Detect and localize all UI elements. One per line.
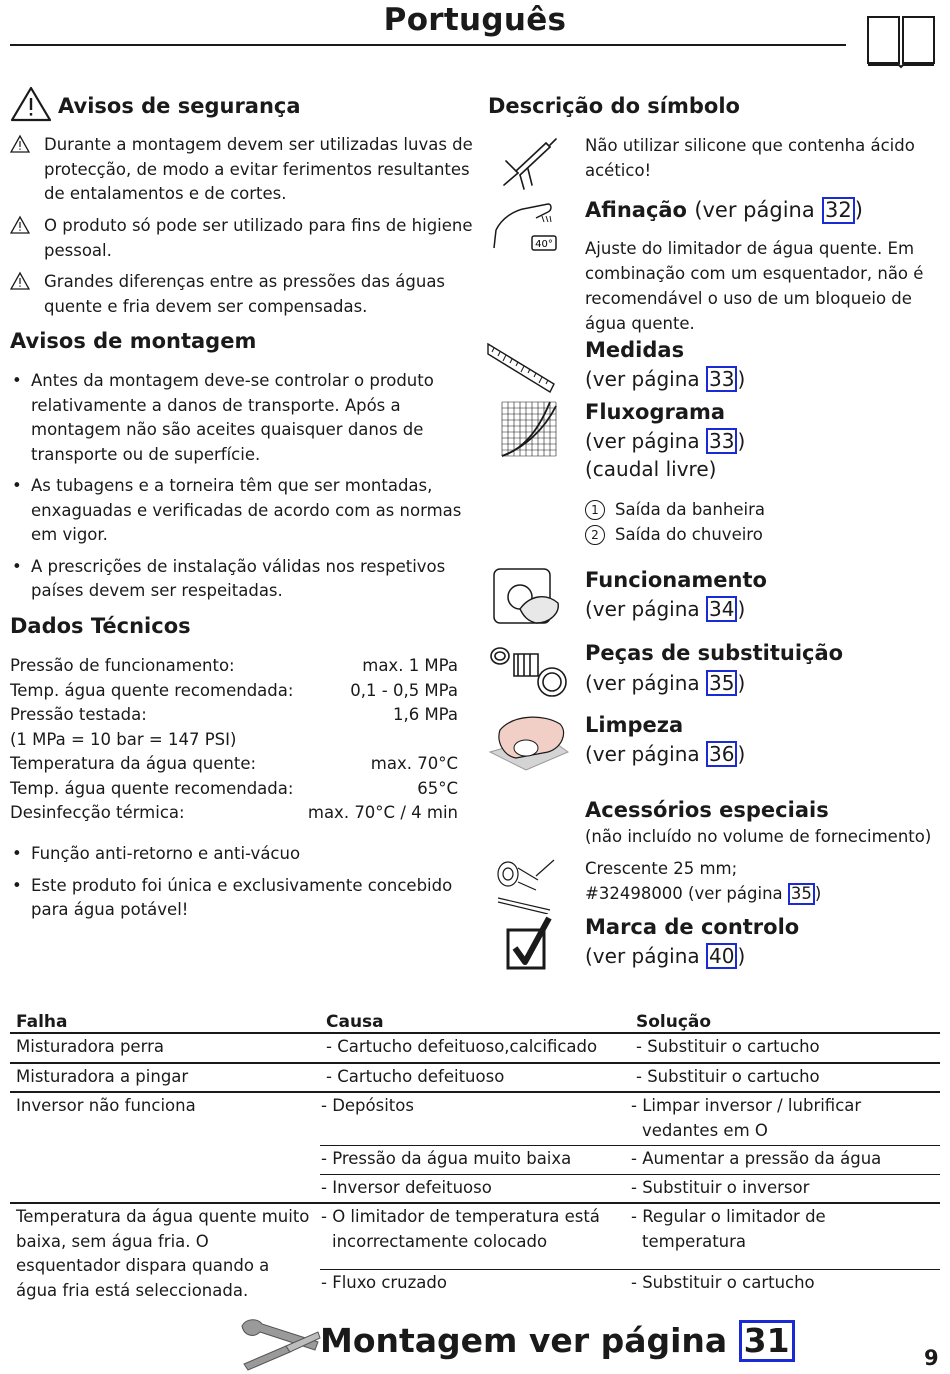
- table-header-row: [10, 1009, 940, 1033]
- close-paren: ): [737, 597, 746, 621]
- spec-row: [10, 703, 458, 728]
- spec-value: 1,6 MPa: [392, 705, 458, 724]
- funcionamento-ref: [585, 596, 745, 622]
- spec-row: [10, 679, 458, 704]
- page-number: 9: [924, 1346, 939, 1370]
- limpeza-title: Limpeza: [585, 713, 684, 737]
- solution-cell: - Substituir o inversor: [630, 1174, 940, 1203]
- spec-label: Desinfecção térmica:: [10, 803, 185, 822]
- column-header: Solução: [630, 1009, 940, 1033]
- outlet-list: [585, 497, 930, 547]
- assembly-heading: Avisos de montagem: [10, 329, 257, 353]
- page-ref-link[interactable]: 40: [706, 943, 737, 969]
- afinacao-label: Afinação: [585, 198, 687, 222]
- checkmark-icon: [505, 916, 553, 972]
- cleaning-cloth-icon: [486, 712, 574, 774]
- cause-cell: - Pressão da água muito baixa: [320, 1146, 630, 1175]
- spare-parts-icon: [488, 640, 572, 698]
- list-item: • As tubagens e a torneira têm que ser montadas, enxaguadas e verificadas de acordo com as normas em vigor.: [10, 474, 465, 548]
- close-paren: ): [737, 944, 746, 968]
- close-paren: ): [737, 742, 746, 766]
- spec-row: [10, 777, 458, 802]
- fault-cell: Inversor não funciona: [10, 1092, 320, 1203]
- cause-cell: - Cartucho defeituoso,calcificado: [320, 1033, 630, 1063]
- fluxograma-ref: [585, 428, 745, 454]
- table-row: [10, 1063, 940, 1093]
- see-page-text: (ver página: [585, 742, 700, 766]
- table-row: [10, 1033, 940, 1063]
- fault-cell: Temperatura da água quente muito baixa, sem água fria. O esquentador dispara quando a água fria está seleccionada.: [16, 1207, 310, 1300]
- cause-cell: - Inversor defeituoso: [320, 1174, 630, 1203]
- wrench-screwdriver-icon: [238, 1316, 322, 1372]
- see-page-text: (ver página: [585, 944, 700, 968]
- assembly-list: [10, 369, 465, 611]
- acessorios-line1: Crescente 25 mm;: [585, 859, 738, 878]
- list-item: [585, 522, 930, 547]
- close-paren: ): [737, 671, 746, 695]
- column-header: Causa: [320, 1009, 630, 1033]
- limpeza-ref: [585, 741, 745, 767]
- acessorios-ref-text: #32498000 (ver página: [585, 884, 783, 903]
- page-ref-link[interactable]: 33: [706, 366, 737, 392]
- solution-cell: - Substituir o cartucho: [630, 1063, 940, 1093]
- medidas-title: Medidas: [585, 338, 685, 362]
- footer-text: Montagem ver página: [320, 1321, 728, 1360]
- flow-chart-icon: [500, 400, 558, 458]
- close-paren: ): [737, 429, 746, 453]
- fault-cell: Misturadora a pingar: [10, 1063, 320, 1093]
- list-item: • A prescrições de instalação válidas nos respetivos países devem ser respeitadas.: [10, 555, 465, 604]
- silicone-text: Não utilizar silicone que contenha ácido acético!: [585, 136, 915, 180]
- afinacao-title: [585, 197, 863, 224]
- cause-cell: - Cartucho defeituoso: [320, 1063, 630, 1093]
- see-page-text: (ver página: [585, 671, 700, 695]
- table-row: [10, 1092, 940, 1146]
- silicone-gun-icon: [498, 133, 560, 193]
- outlet-number: 2: [585, 525, 605, 545]
- page-title: Português: [383, 2, 567, 38]
- table-row: [10, 1203, 940, 1270]
- outlet-label: Saída da banheira: [615, 500, 765, 519]
- fluxograma-title: Fluxograma: [585, 400, 726, 424]
- spec-row: [10, 801, 458, 826]
- tech-bullets: [10, 842, 465, 930]
- safety-item-text: Durante a montagem devem ser utilizadas luvas de protecção, de modo a evitar ferimentos resultantes de entalamentos e de cortes.: [44, 135, 473, 203]
- page-ref-link[interactable]: 35: [788, 883, 815, 905]
- spec-value: max. 1 MPa: [362, 656, 458, 675]
- tech-heading: Dados Técnicos: [10, 614, 191, 638]
- operation-hand-icon: [490, 565, 562, 627]
- spec-value: 0,1 - 0,5 MPa: [350, 680, 458, 700]
- see-page-text: (ver página: [585, 597, 700, 621]
- medidas-ref: [585, 366, 745, 392]
- cause-cell: - O limitador de temperatura está incorrectamente colocado: [320, 1203, 630, 1270]
- warning-icon: [10, 271, 30, 291]
- see-page-text: (ver página: [585, 429, 700, 453]
- spec-label: Temperatura da água quente:: [10, 754, 257, 773]
- solution-cell: - Substituir o cartucho: [631, 1273, 815, 1293]
- page-ref-link[interactable]: 36: [706, 741, 737, 767]
- spec-value: max. 70°C: [370, 754, 458, 773]
- solution-cell: - Regular o limitador de temperatura: [630, 1203, 940, 1270]
- fault-cell: Misturadora perra: [10, 1033, 320, 1063]
- page-ref-link[interactable]: 32: [822, 197, 855, 224]
- list-item: • Antes da montagem deve-se controlar o produto relativamente a danos de transporte. Após a montagem não são aceites quaisquer danos de transporte ou de superfície.: [10, 369, 465, 467]
- afinacao-text: Ajuste do limitador de água quente. Em combinação com um esquentador, não é recomendável o uso de um bloqueio de água quente.: [585, 239, 924, 333]
- cause-cell: - Fluxo cruzado: [321, 1273, 447, 1293]
- list-item: [585, 497, 930, 522]
- acessorios-line2: [585, 881, 930, 906]
- spec-value: 65°C: [417, 778, 458, 798]
- spec-label: Pressão de funcionamento:: [10, 656, 235, 675]
- fault-table: [10, 1009, 940, 1305]
- safety-item-text: O produto só pode ser utilizado para fins de higiene pessoal.: [44, 216, 473, 260]
- acessorios-title: Acessórios especiais: [585, 798, 829, 822]
- list-item: • Este produto foi única e exclusivamente concebido para água potável!: [10, 874, 465, 923]
- page-ref-link[interactable]: 35: [706, 670, 737, 696]
- fluxograma-note: (caudal livre): [585, 457, 717, 481]
- close-paren: ): [854, 198, 863, 222]
- see-page-text: (ver página: [585, 367, 700, 391]
- ruler-icon: [486, 340, 556, 398]
- acessorios-subtitle: (não incluído no volume de fornecimento): [585, 827, 932, 846]
- spec-row: [10, 654, 458, 679]
- see-page-text: (ver página: [694, 198, 815, 222]
- spec-row: [10, 728, 458, 753]
- book-icon: [866, 13, 936, 69]
- warning-icon: [10, 86, 52, 122]
- spec-label: Pressão testada:: [10, 705, 147, 724]
- outlet-label: Saída do chuveiro: [615, 525, 763, 544]
- marca-title: Marca de controlo: [585, 915, 800, 939]
- column-header: Falha: [10, 1009, 320, 1033]
- safety-item-text: Grandes diferenças entre as pressões das águas quente e fria devem ser compensadas.: [44, 272, 446, 316]
- pecas-ref: [585, 670, 745, 696]
- spec-label: Temp. água quente recomendada:: [10, 680, 294, 700]
- spec-label: Temp. água quente recomendada:: [10, 778, 294, 798]
- cause-cell: - Depósitos: [320, 1092, 630, 1146]
- thermostat-adjust-icon: [492, 196, 562, 256]
- safety-heading: Avisos de segurança: [58, 94, 301, 118]
- accessory-icon: [492, 852, 558, 914]
- footer-assembly-ref: [320, 1320, 795, 1362]
- warning-icon: [10, 134, 30, 154]
- acessorios-desc: [585, 856, 930, 906]
- page-ref-link[interactable]: 34: [706, 596, 737, 622]
- close-paren: ): [737, 367, 746, 391]
- solution-cell: - Substituir o cartucho: [630, 1033, 940, 1063]
- outlet-number: 1: [585, 500, 605, 520]
- warning-icon: [10, 215, 30, 235]
- tech-specs: [10, 654, 458, 826]
- funcionamento-title: Funcionamento: [585, 568, 767, 592]
- marca-ref: [585, 943, 745, 969]
- spec-row: [10, 752, 458, 777]
- page-ref-link[interactable]: 31: [739, 1320, 795, 1362]
- title-rule: [10, 44, 846, 46]
- list-item: • Função anti-retorno e anti-vácuo: [10, 842, 465, 867]
- page-ref-link[interactable]: 33: [706, 428, 737, 454]
- spec-value: max. 70°C / 4 min: [307, 803, 458, 822]
- pecas-title: Peças de substituição: [585, 641, 844, 665]
- spec-label: (1 MPa = 10 bar = 147 PSI): [10, 729, 237, 749]
- solution-cell: - Aumentar a pressão da água: [630, 1146, 940, 1175]
- close-paren: ): [814, 884, 822, 903]
- thermostat-display-text: 40°: [535, 239, 553, 250]
- symbols-heading: Descrição do símbolo: [488, 94, 740, 118]
- solution-cell: - Limpar inversor / lubrificar vedantes em O: [630, 1092, 940, 1146]
